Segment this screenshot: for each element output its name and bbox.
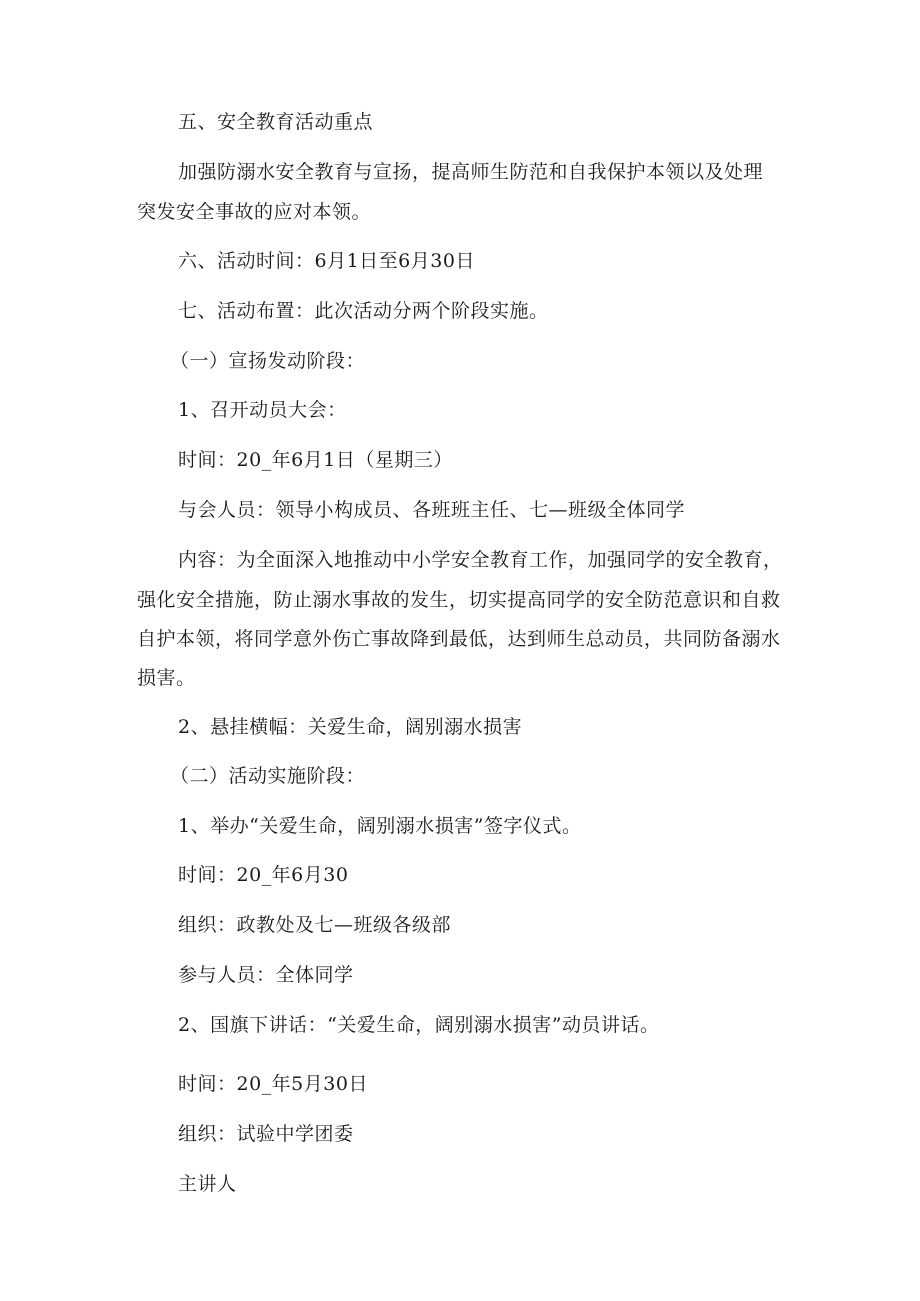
item-time: 时间：20_年6月30 — [178, 864, 349, 886]
item-time: 时间：20_年5月30日 — [178, 1073, 368, 1095]
section-heading-7: 七、活动布置：此次活动分两个阶段实施。 — [178, 300, 549, 322]
paragraph-line: 损害。 — [137, 667, 196, 689]
item-organizer: 组织：政教处及七—班级各级部 — [178, 914, 452, 936]
section-heading-6: 六、活动时间：6月1日至6月30日 — [178, 250, 475, 272]
item-participants: 参与人员：全体同学 — [178, 964, 354, 986]
item-organizer: 组织：试验中学团委 — [178, 1123, 354, 1145]
item-time: 时间：20_年6月1日（星期三） — [178, 449, 453, 471]
section-heading-5: 五、安全教育活动重点 — [178, 111, 374, 133]
paragraph-line: 自护本领，将同学意外伤亡事故降到最低，达到师生总动员，共同防备溺水 — [137, 628, 781, 650]
item-heading: 1、举办“关爱生命，阔别溺水损害”签字仪式。 — [178, 815, 582, 837]
item-heading: 1、召开动员大会： — [178, 399, 347, 421]
item-heading: 2、国旗下讲话：“关爱生命，阔别溺水损害”动员讲话。 — [178, 1014, 660, 1036]
subsection-heading-2: （二）活动实施阶段： — [170, 765, 366, 787]
paragraph-line: 强化安全措施，防止溺水事故的发生，切实提高同学的安全防范意识和自救 — [137, 589, 781, 611]
item-heading: 2、悬挂横幅：关爱生命，阔别溺水损害 — [178, 716, 523, 738]
item-attendees: 与会人员：领导小构成员、各班班主任、七—班级全体同学 — [178, 499, 686, 521]
subsection-heading-1: （一）宣扬发动阶段： — [170, 350, 366, 372]
paragraph-line: 突发安全事故的应对本领。 — [137, 201, 372, 223]
paragraph-line: 内容：为全面深入地推动中小学安全教育工作，加强同学的安全教育， — [178, 549, 783, 571]
paragraph-line: 加强防溺水安全教育与宣扬，提高师生防范和自我保护本领以及处理 — [178, 161, 764, 183]
item-speaker: 主讲人 — [178, 1173, 237, 1195]
